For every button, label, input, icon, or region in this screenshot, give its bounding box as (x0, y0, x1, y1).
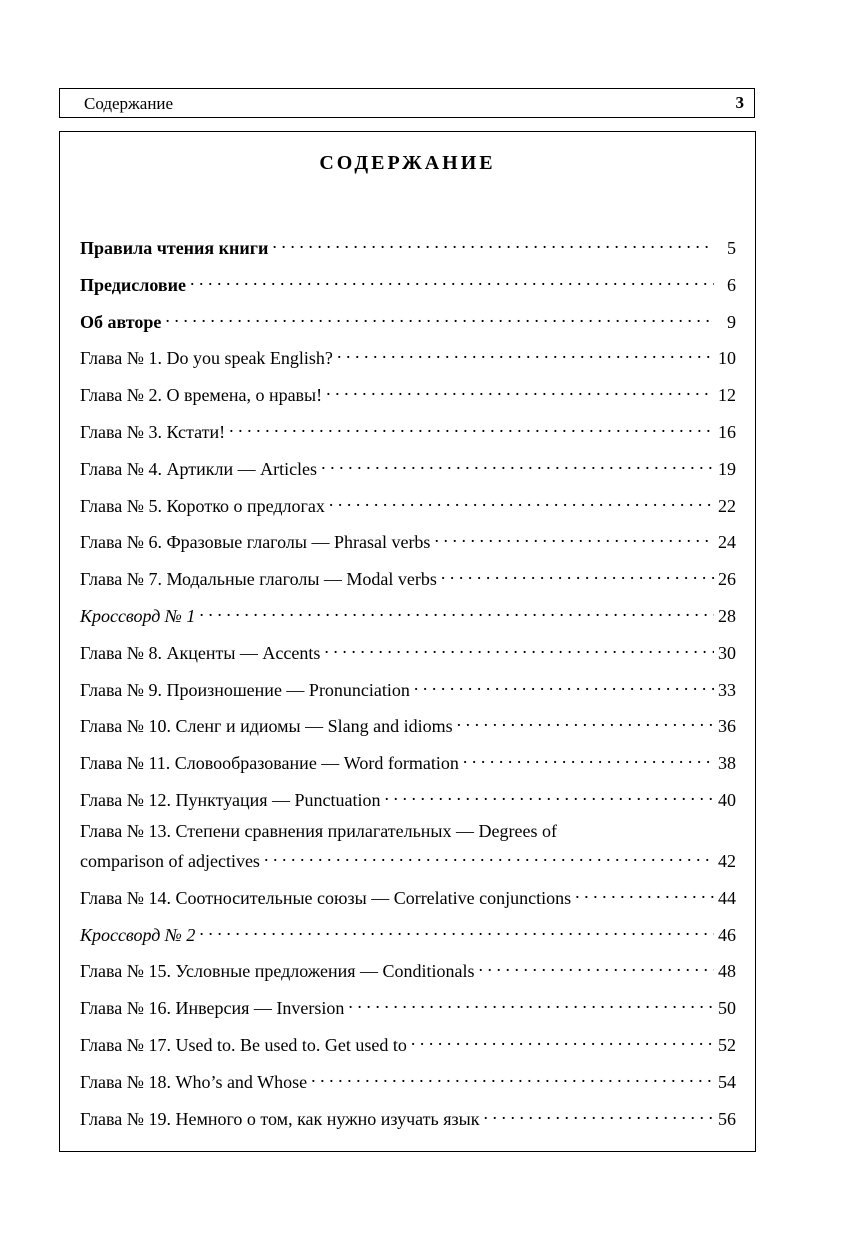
toc-entry-page: 36 (718, 716, 736, 737)
toc-entry[interactable] (80, 917, 736, 954)
toc-entry-page: 16 (718, 421, 736, 442)
toc-list (80, 230, 736, 1137)
toc-entry-title: Кроссворд № 1 (80, 605, 196, 626)
toc-entry-title: Глава № 11. Словообразование — Word formation (80, 753, 459, 774)
dot-leader (324, 635, 714, 659)
toc-entry-title: Глава № 13. Степени сравнения прилагательных — Degrees of (80, 820, 557, 841)
dot-leader (311, 1064, 714, 1088)
toc-entry-title: Глава № 12. Пунктуация — Punctuation (80, 789, 381, 810)
toc-entry[interactable] (80, 708, 736, 745)
toc-entry[interactable] (80, 230, 736, 267)
toc-entry-title: Глава № 14. Соотносительные союзы — Correlative conjunctions (80, 887, 572, 908)
toc-entry-title: Глава № 15. Условные предложения — Conditionals (80, 961, 475, 982)
toc-entry-page: 44 (718, 887, 736, 908)
toc-entry-page: 5 (727, 238, 736, 258)
toc-frame (59, 131, 756, 1152)
dot-leader (190, 267, 714, 291)
toc-entry-title: Кроссворд № 2 (80, 924, 196, 945)
dot-leader (199, 917, 714, 941)
toc-entry-page: 24 (718, 532, 736, 553)
toc-entry[interactable] (80, 1027, 736, 1064)
toc-entry[interactable] (80, 745, 736, 782)
toc-entry-title: Об авторе (80, 311, 162, 332)
dot-leader (199, 598, 714, 622)
toc-title: СОДЕРЖАНИЕ (319, 152, 496, 174)
dot-leader (329, 488, 714, 512)
dot-leader (575, 880, 714, 904)
toc-entry-page: 56 (718, 1108, 736, 1129)
toc-entry[interactable] (80, 598, 736, 635)
toc-entry-page: 54 (718, 1071, 736, 1092)
toc-entry-title: Глава № 1. Do you speak English? (80, 348, 333, 369)
toc-entry[interactable] (80, 782, 736, 819)
dot-leader (484, 1101, 715, 1125)
toc-entry-page: 12 (718, 385, 736, 406)
toc-entry-title: Глава № 10. Сленг и идиомы — Slang and idioms (80, 716, 453, 737)
toc-entry[interactable] (80, 488, 736, 525)
toc-entry-page: 9 (727, 311, 736, 332)
toc-entry[interactable] (80, 990, 736, 1027)
running-header-page-number: 3 (735, 93, 744, 112)
toc-entry-title: Глава № 5. Коротко о предлогах (80, 495, 325, 516)
toc-entry[interactable] (80, 451, 736, 488)
dot-leader (411, 1027, 714, 1051)
toc-entry[interactable] (80, 819, 736, 880)
toc-entry-title: Глава № 19. Немного о том, как нужно изучать язык (80, 1108, 480, 1129)
toc-entry-title: Глава № 9. Произношение — Pronunciation (80, 679, 410, 700)
dot-leader (385, 782, 714, 806)
toc-entry[interactable] (80, 414, 736, 451)
toc-entry[interactable] (80, 304, 736, 341)
toc-entry[interactable] (80, 524, 736, 561)
toc-entry-title: Глава № 16. Инверсия — Inversion (80, 998, 345, 1019)
toc-entry[interactable] (80, 880, 736, 917)
toc-entry[interactable] (80, 672, 736, 709)
toc-entry[interactable] (80, 635, 736, 672)
toc-entry-title: Глава № 17. Used to. Be used to. Get used to (80, 1034, 407, 1055)
toc-entry-page: 22 (718, 495, 736, 516)
toc-entry-title: Глава № 18. Who’s and Whose (80, 1071, 308, 1092)
toc-entry-page: 10 (718, 348, 736, 369)
running-header (59, 88, 755, 118)
toc-entry-page: 19 (718, 458, 736, 479)
toc-entry[interactable] (80, 340, 736, 377)
toc-entry[interactable] (80, 267, 736, 304)
dot-leader (434, 524, 714, 548)
toc-entry-title: Глава № 4. Артикли — Articles (80, 458, 318, 479)
toc-entry[interactable] (80, 1101, 736, 1138)
toc-entry-page: 33 (718, 679, 736, 700)
toc-entry-page: 6 (727, 274, 736, 295)
toc-entry-title: Глава № 2. О времена, о нравы! (80, 385, 323, 406)
running-header-title: Содержание (84, 94, 174, 113)
dot-leader (463, 745, 714, 769)
dot-leader (326, 377, 714, 401)
dot-leader (272, 230, 714, 254)
toc-entry-page: 50 (718, 998, 736, 1019)
toc-entry-page: 40 (718, 789, 736, 810)
toc-entry[interactable] (80, 953, 736, 990)
toc-entry-page: 52 (718, 1034, 736, 1055)
toc-entry-title: Глава № 6. Фразовые глаголы — Phrasal verbs (80, 532, 431, 553)
toc-entry-title: Глава № 7. Модальные глаголы — Modal verbs (80, 569, 437, 590)
toc-entry-title: Глава № 3. Кстати! (80, 421, 226, 442)
toc-entry-page: 46 (718, 924, 736, 945)
toc-entry-page: 28 (718, 605, 736, 626)
toc-entry-title-continued: comparison of adjectives (80, 850, 260, 871)
dot-leader (264, 843, 714, 867)
toc-entry[interactable] (80, 561, 736, 598)
toc-entry-page: 48 (718, 961, 736, 982)
dot-leader (337, 340, 714, 364)
toc-entry-title: Глава № 8. Акценты — Accents (80, 642, 321, 663)
dot-leader (321, 451, 714, 475)
dot-leader (229, 414, 714, 438)
toc-entry[interactable] (80, 377, 736, 414)
dot-leader (441, 561, 714, 585)
toc-entry[interactable] (80, 1064, 736, 1101)
dot-leader (165, 304, 714, 328)
dot-leader (457, 708, 714, 732)
toc-entry-title: Правила чтения книги (80, 238, 269, 258)
toc-entry-page: 38 (718, 753, 736, 774)
toc-entry-page: 42 (718, 850, 736, 871)
dot-leader (348, 990, 714, 1014)
toc-entry-page: 30 (718, 642, 736, 663)
dot-leader (479, 953, 714, 977)
toc-entry-page: 26 (718, 569, 736, 590)
toc-entry-title: Предисловие (80, 274, 186, 295)
dot-leader (414, 672, 714, 696)
